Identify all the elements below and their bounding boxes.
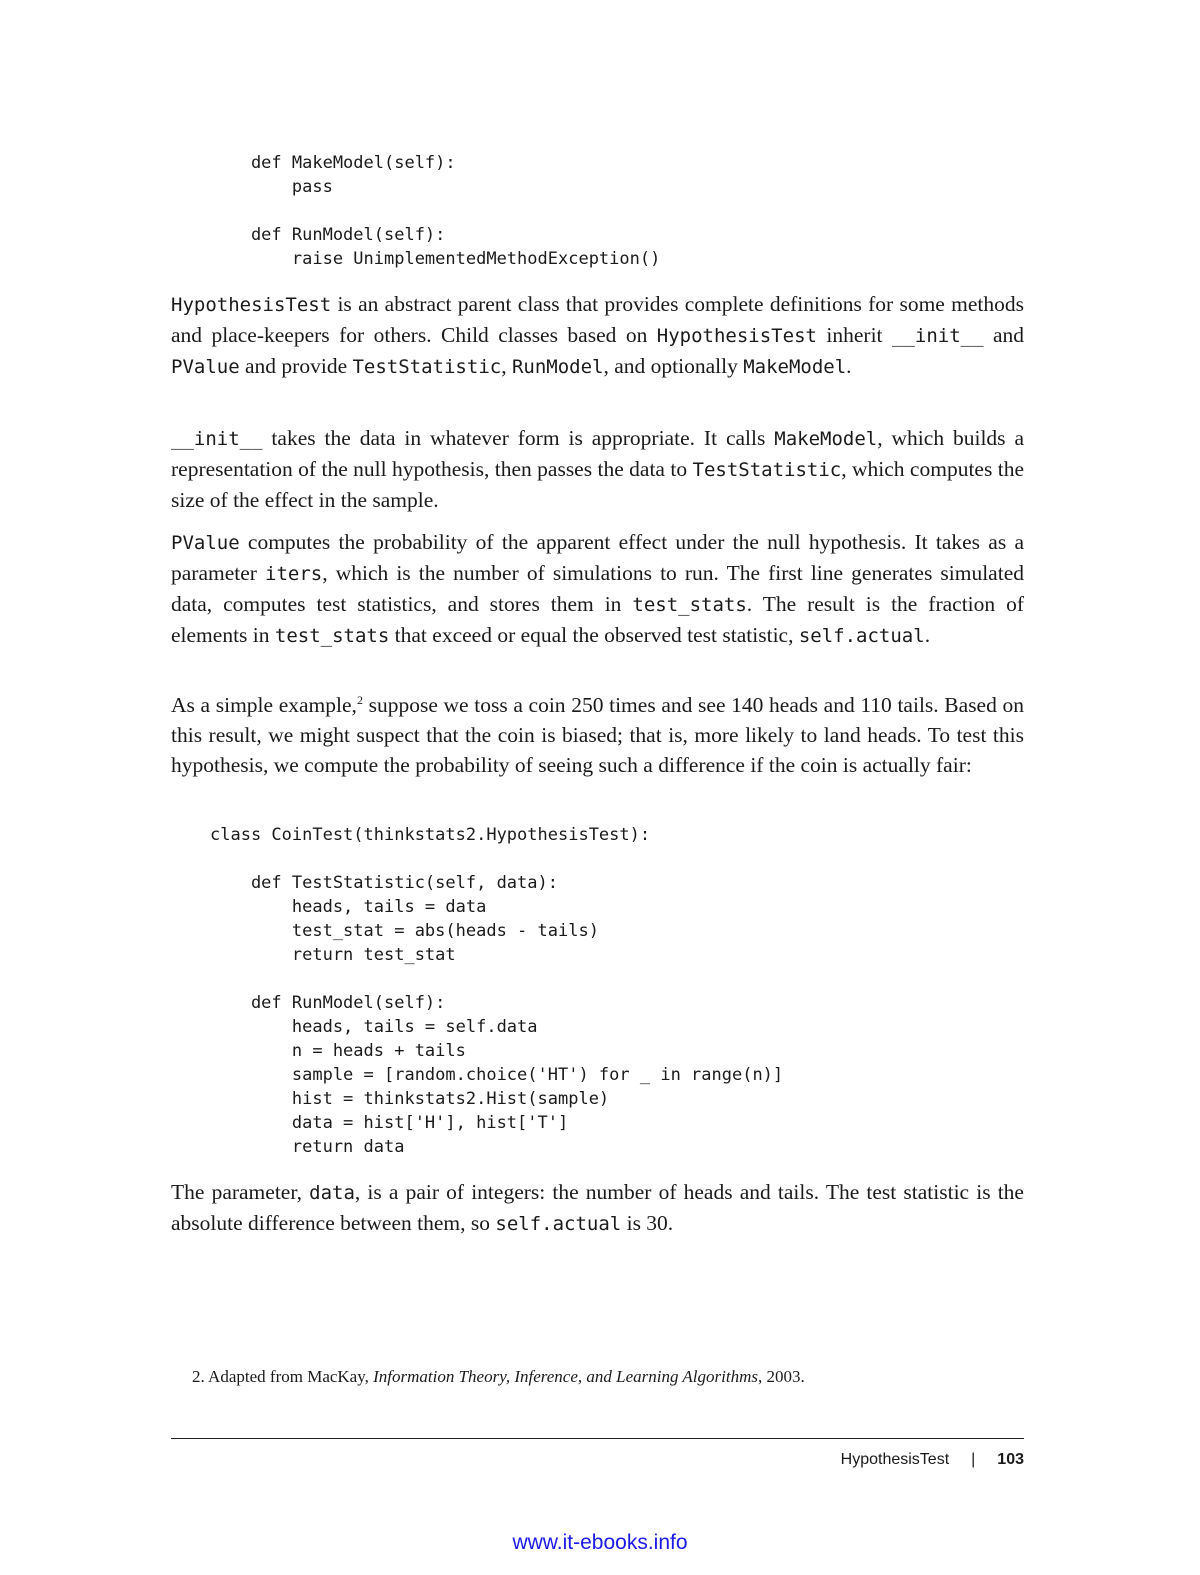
code-block-hypothesis-test: def MakeModel(self): pass def RunModel(self): raise UnimplementedMethodException() bbox=[250, 153, 661, 269]
text-run: , which builds a representation of the null hypothesis, then passes the data to bbox=[171, 426, 1025, 481]
text-run: , which computes the size of the effect in the sample. bbox=[171, 457, 1024, 512]
paragraph-coin-example bbox=[171, 690, 1024, 780]
page-footer bbox=[841, 1449, 1024, 1471]
paragraph-pvalue bbox=[171, 527, 1024, 651]
inline-code: HypothesisTest bbox=[656, 325, 817, 347]
footer-separator: | bbox=[971, 1451, 976, 1468]
footnote-book-title: Information Theory, Inference, and Learning Algorithms bbox=[373, 1367, 758, 1386]
text-run: , and optionally bbox=[603, 354, 744, 378]
text-run: , bbox=[501, 354, 512, 378]
text-run: . bbox=[924, 623, 931, 647]
inline-code: __init__ bbox=[892, 325, 984, 347]
inline-code: PValue bbox=[171, 356, 240, 378]
inline-code: iters bbox=[265, 563, 323, 585]
inline-code: test_stats bbox=[274, 625, 390, 647]
text-run: As a simple example, bbox=[171, 693, 357, 717]
text-run: takes the data in whatever form is appropriate. It calls bbox=[262, 426, 775, 450]
inline-code: __init__ bbox=[171, 428, 263, 450]
inline-code: data bbox=[309, 1182, 355, 1204]
running-section-title: HypothesisTest bbox=[840, 1451, 950, 1468]
text-run: is an abstract parent class that provides complete definitions for some methods and place-keepers for others. Child classes based on bbox=[171, 292, 1024, 347]
text-run: computes the probability of the apparent effect under the null hypothesis. It takes as a parameter bbox=[171, 530, 1024, 585]
text-run: . The result is the fraction of elements in bbox=[171, 592, 1024, 647]
text-run: , is a pair of integers: the number of heads and tails. The test statistic is the absolute difference between them, so bbox=[171, 1180, 1024, 1235]
text-run: . bbox=[846, 354, 852, 378]
text-run: and provide bbox=[239, 354, 353, 378]
footnote-marker[interactable]: 2 bbox=[356, 692, 363, 707]
text-run: The parameter, bbox=[171, 1180, 310, 1204]
inline-code: TestStatistic bbox=[692, 459, 842, 481]
footnote-number: 2. bbox=[192, 1367, 205, 1386]
paragraph-parameter-data bbox=[171, 1177, 1024, 1239]
footnote bbox=[192, 1366, 805, 1388]
inline-code: test_stats bbox=[632, 594, 747, 616]
footer-divider bbox=[171, 1438, 1024, 1439]
inline-code: self.actual bbox=[798, 625, 925, 647]
code-block-coin-test: class CoinTest(thinkstats2.HypothesisTest): def TestStatistic(self, data): heads, tails = data test_stat = abs(heads - tails) return test_stat def RunModel(self): heads, tails = self.data n = heads + tails sample = [random.choice('HT') for _ in range(n)] hist = thinkstats2.Hist(sample) data = hist['H'], hist['T'] return data bbox=[210, 825, 784, 1157]
text-run: , which is the number of simulations to run. The first line generates simulated data, computes test statistics, and stores them in bbox=[171, 561, 1024, 616]
text-run: is 30. bbox=[621, 1211, 674, 1235]
footnote-text: Adapted from MacKay, bbox=[204, 1367, 374, 1386]
page-number: 103 bbox=[997, 1451, 1024, 1468]
watermark-link[interactable]: www.it-ebooks.info bbox=[512, 1531, 688, 1554]
text-run: and bbox=[983, 323, 1025, 347]
paragraph-hypothesis-test bbox=[171, 289, 1024, 382]
footnote-text: , 2003. bbox=[757, 1367, 805, 1386]
inline-code: self.actual bbox=[495, 1213, 622, 1235]
text-run: that exceed or equal the observed test statistic, bbox=[389, 623, 799, 647]
inline-code: RunModel bbox=[511, 356, 604, 378]
inline-code: HypothesisTest bbox=[171, 294, 332, 316]
inline-code: TestStatistic bbox=[352, 356, 502, 378]
text-run: inherit bbox=[816, 323, 892, 347]
inline-code: PValue bbox=[171, 532, 240, 554]
inline-code: MakeModel bbox=[774, 428, 878, 450]
text-run: suppose we toss a coin 250 times and see 140 heads and 110 tails. Based on this result, we might suspect that the coin is biased; that is, more likely to land heads. To test this hypothesis, we compute the probability of seeing such a difference if the coin is actually fair: bbox=[171, 693, 1025, 777]
paragraph-init bbox=[171, 423, 1024, 515]
inline-code: MakeModel bbox=[743, 356, 847, 378]
